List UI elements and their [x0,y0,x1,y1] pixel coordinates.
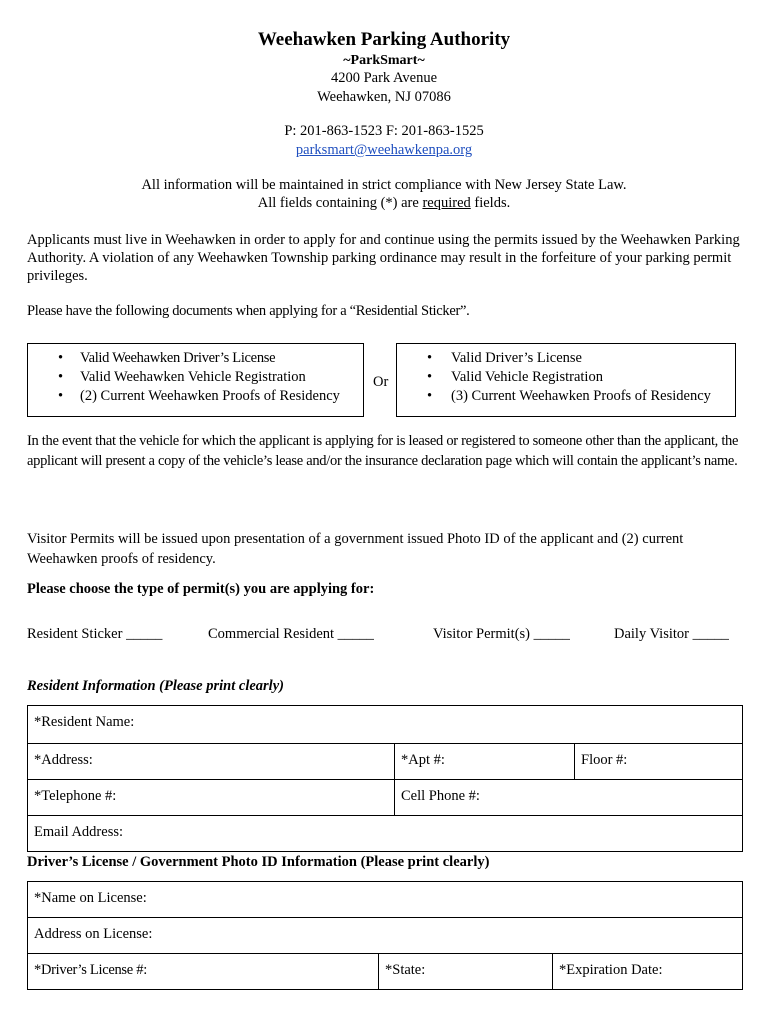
page-title: Weehawken Parking Authority [257,29,511,50]
table-row [28,780,743,816]
table-row [28,918,743,954]
or-label: Or [373,374,389,390]
table-row [28,882,743,918]
required-notice-underlined: required [422,195,471,211]
phone-numbers: P: 201-863-1523 F: 201-863-1525 [284,123,484,139]
document-item: • (3) Current Weehawken Proofs of Residency [397,387,735,406]
table-row [28,954,743,990]
permit-option-daily-visitor[interactable]: Daily Visitor _____ [614,626,729,642]
resident-info-heading: Resident Information (Please print clearly) [27,678,284,694]
permit-type-prompt: Please choose the type of permit(s) you are applying for: [27,581,375,597]
page-subtitle: ~ParkSmart~ [343,53,425,68]
address-on-license-field[interactable]: Address on License: [28,918,743,954]
document-item: • Valid Driver’s License [397,349,735,368]
documents-prompt: Please have the following documents when applying for a “Residential Sticker”. [27,303,470,319]
table-row [28,706,743,744]
license-info-table [27,881,743,990]
document-item: • Valid Vehicle Registration [397,368,735,387]
permit-option-visitor-permits[interactable]: Visitor Permit(s) _____ [433,626,570,642]
expiration-date-field[interactable]: *Expiration Date: [553,954,743,990]
permit-option-commercial-resident[interactable]: Commercial Resident _____ [208,626,374,642]
address-field[interactable]: *Address: [28,744,395,780]
documents-list-weehawken [28,349,363,406]
email-address-field[interactable]: Email Address: [28,816,743,852]
resident-info-table [27,705,743,852]
document-item: • Valid Weehawken Vehicle Registration [28,368,363,387]
lease-paragraph: In the event that the vehicle for which the applicant is applying for is leased or registered to someone other than the applicant, the applicant will present a copy of the vehicle’s lease and/or the insurance declaration page which will contain the applicant’s name. [27,433,739,469]
address-line-1: 4200 Park Avenue [330,70,438,86]
email-link[interactable]: parksmart@weehawkenpa.org [295,142,473,158]
cell-phone-field[interactable]: Cell Phone #: [395,780,743,816]
documents-list-other [397,349,735,406]
license-number-field[interactable]: *Driver’s License #: [28,954,379,990]
visitor-paragraph: Visitor Permits will be issued upon presentation of a government issued Photo ID of the applicant and (2) current Weehawken proofs of residency. [27,531,684,567]
email-link-wrapper [0,142,768,159]
address-line-2: Weehawken, NJ 07086 [317,89,451,105]
floor-field[interactable]: Floor #: [575,744,743,780]
documents-box-other [396,343,736,417]
document-item: • (2) Current Weehawken Proofs of Residency [28,387,363,406]
name-on-license-field[interactable]: *Name on License: [28,882,743,918]
compliance-notice: All information will be maintained in strict compliance with New Jersey State Law. [141,177,627,193]
license-info-heading: Driver’s License / Government Photo ID Information (Please print clearly) [27,854,490,870]
required-notice-prefix: All fields containing (*) are [257,195,423,211]
required-fields-notice [0,195,768,212]
permit-option-resident-sticker[interactable]: Resident Sticker _____ [27,626,163,642]
documents-box-weehawken [27,343,364,417]
state-field[interactable]: *State: [379,954,553,990]
apt-field[interactable]: *Apt #: [395,744,575,780]
document-item: • Valid Weehawken Driver’s License [28,349,363,368]
required-notice-suffix: fields. [470,195,511,211]
table-row [28,816,743,852]
residency-requirement-paragraph: Applicants must live in Weehawken in order to apply for and continue using the permits issued by the Weehawken Parking Authority. A violation of any Weehawken Township parking ordinance may result in the forfeiture of your parking permit privileges. [27,232,740,284]
telephone-field[interactable]: *Telephone #: [28,780,395,816]
resident-name-field[interactable]: *Resident Name: [28,706,743,744]
table-row [28,744,743,780]
